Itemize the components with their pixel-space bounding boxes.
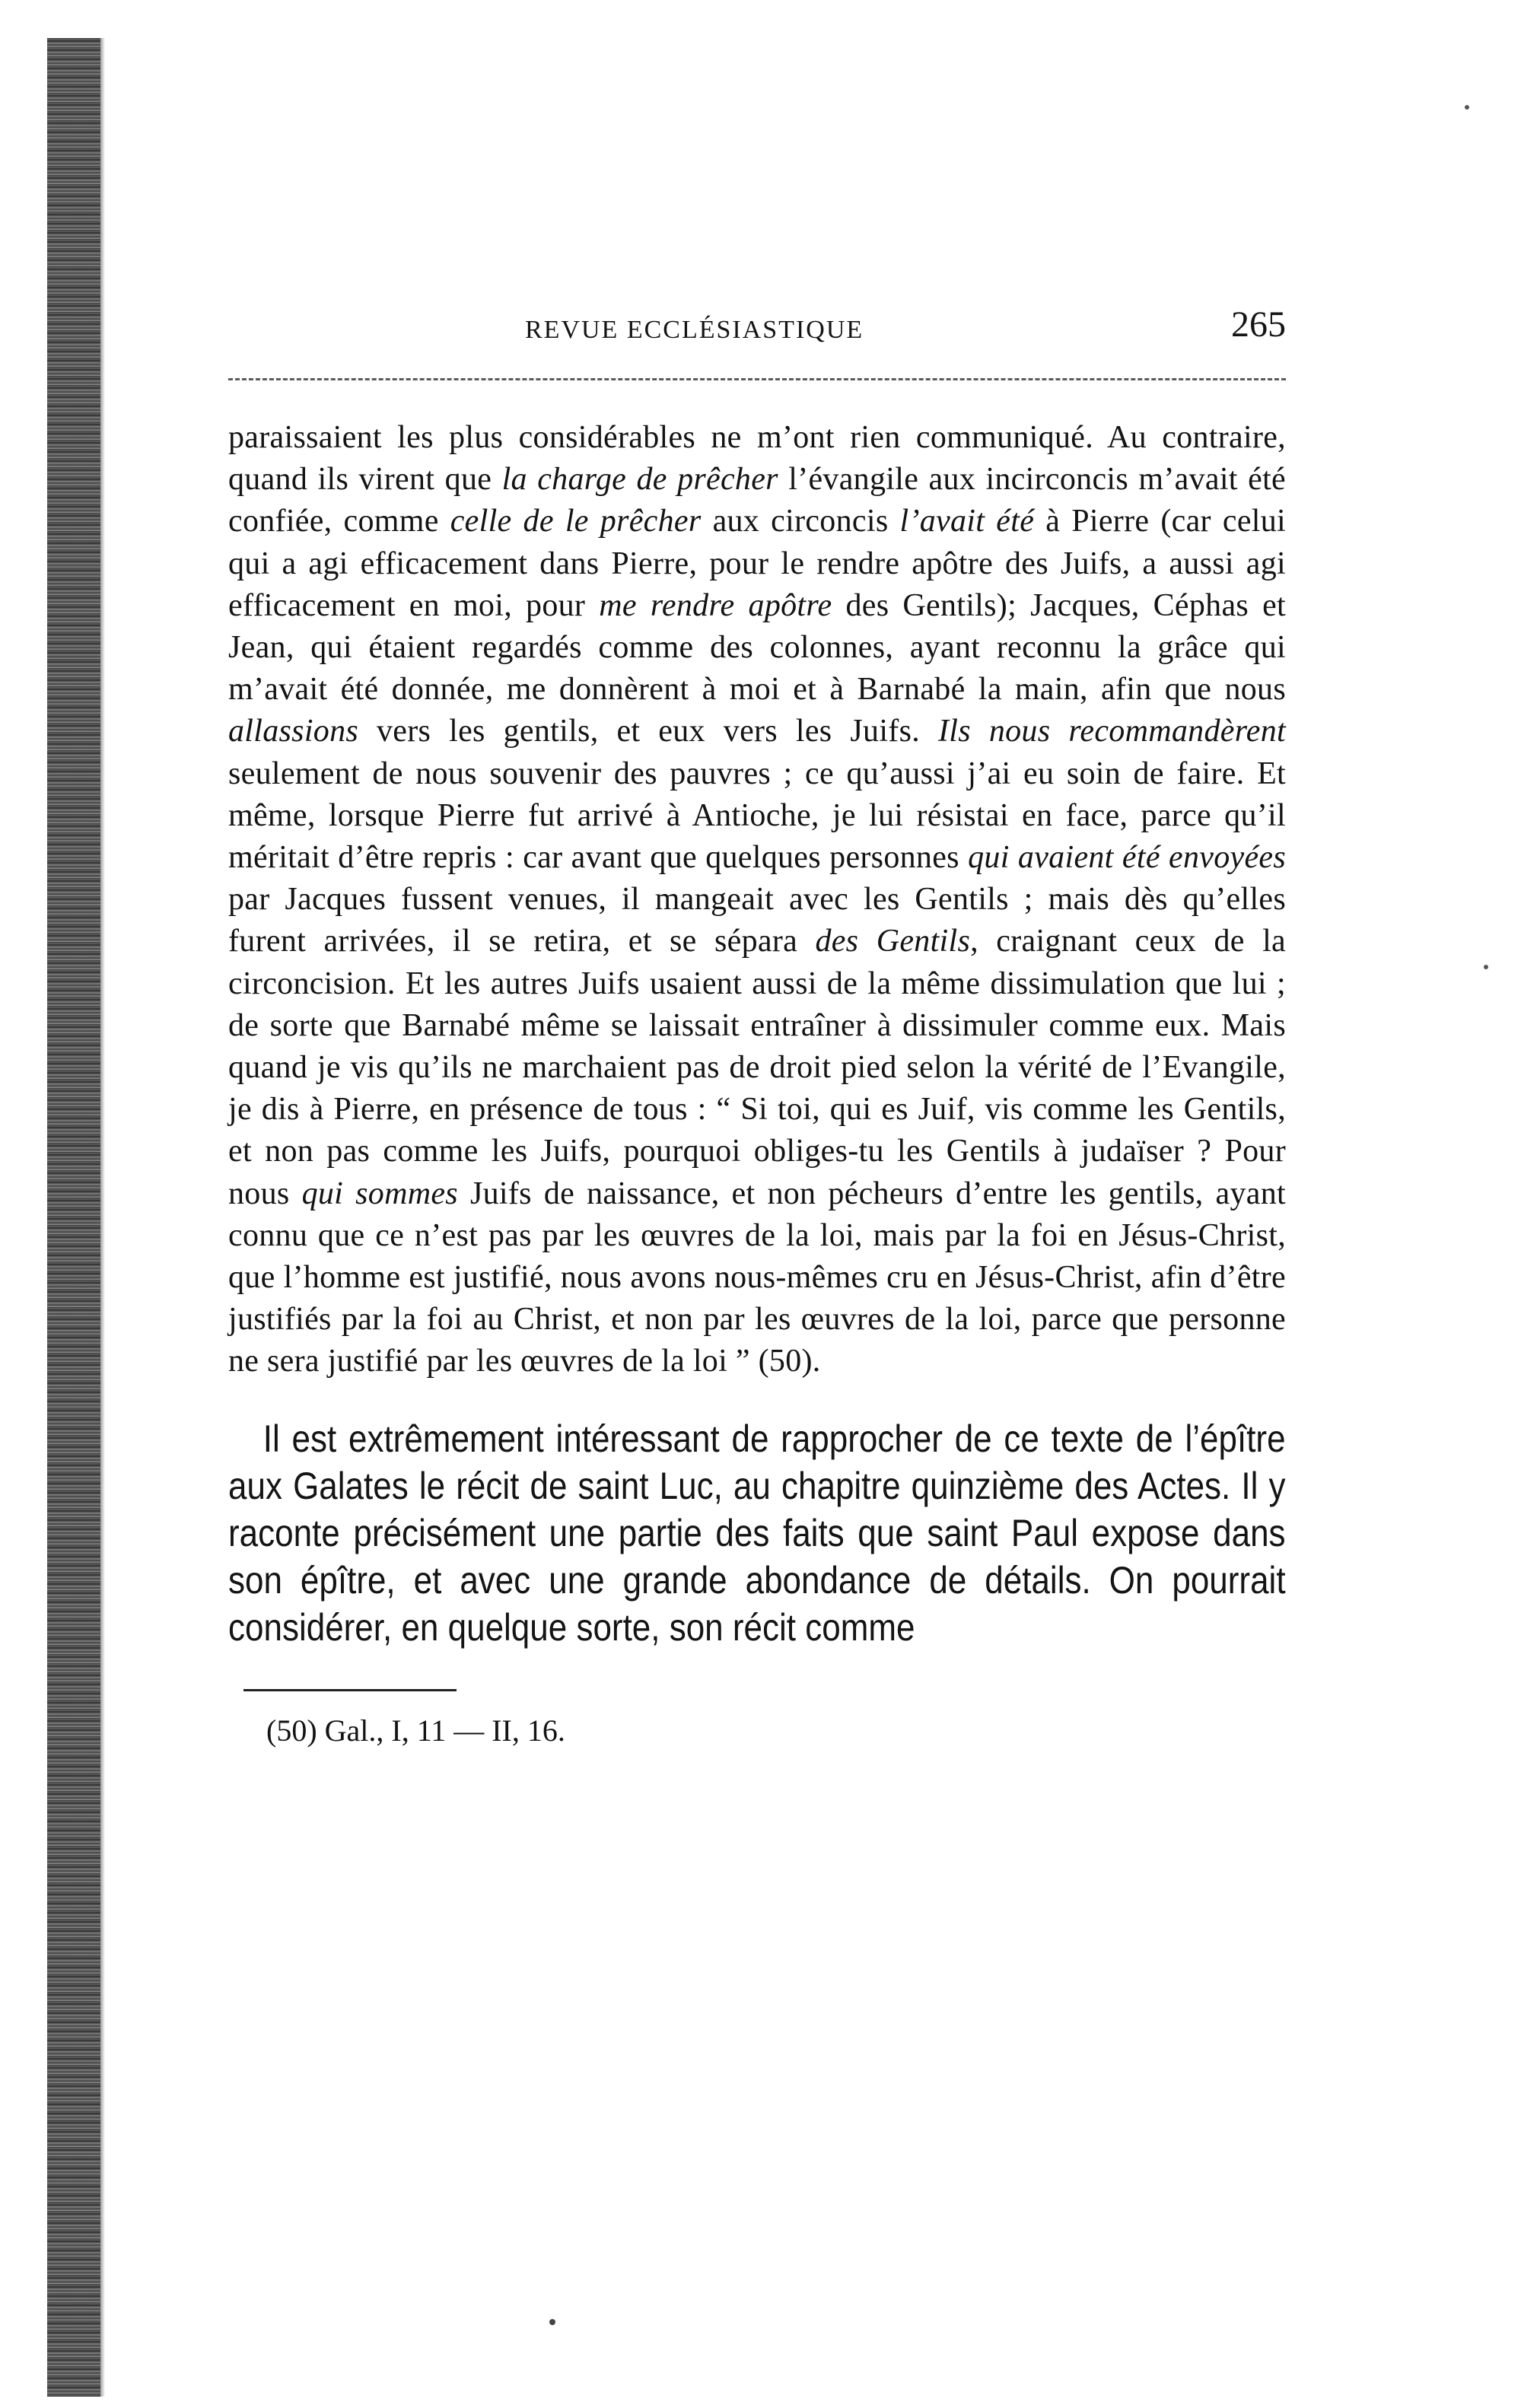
header-rule <box>228 378 1286 380</box>
page-number: 265 <box>1231 304 1286 345</box>
quote-italic: qui sommes <box>301 1175 458 1211</box>
quote-italic: me rendre apôtre <box>599 587 832 623</box>
quote-text: Juifs de naissance, et non pécheurs d’entre les gentils, ayant connu que ce n’est pas par les œuvres de la loi, mais par la foi en Jésus-Christ, que l’homme est justifié, nous avons nous-mêmes cru en Jésus-Christ, afin d’être justifiés par la foi au Christ, et non par les œuvres de la loi, parce que personne ne sera justifié par les œuvres de la loi ” (50). <box>228 1175 1286 1379</box>
print-speck <box>1465 105 1469 110</box>
book-spine-edge <box>47 38 100 2397</box>
running-title: REVUE ECCLÉSIASTIQUE <box>525 316 864 344</box>
quote-text: des Gentils); Jacques, Céphas et Jean, qui étaient regardés comme des colonnes, ayant reconnu la grâce qui m’avait été donnée, me donnèrent à moi et à Barnabé la main, afin que nous <box>228 587 1286 708</box>
quote-italic: la charge de prêcher <box>501 462 778 498</box>
footnote-rule <box>243 1689 457 1691</box>
quoted-passage <box>228 417 1286 1383</box>
quote-text: par Jacques fussent venues, il mangeait avec les Gentils ; mais dès qu’elles furent arrivées, il se retira, et se sépara <box>228 882 1286 959</box>
print-speck <box>549 2319 555 2325</box>
body-paragraph: Il est extrêmement intéressant de rapprocher de ce texte de l’épître aux Galates le récit de saint Luc, au chapitre quinzième des Actes. Il y raconte précisément une partie des faits que saint Paul expose dans son épître, et avec une grande abondance de détails. On pourrait considérer, en quelque sorte, son récit comme <box>228 1417 1286 1649</box>
quote-text: vers les gentils, et eux vers les Juifs. <box>358 714 938 749</box>
quote-italic: qui avaient été envoyées <box>968 840 1286 876</box>
quote-italic: des Gentils <box>815 924 971 959</box>
quote-italic: celle de le prêcher <box>450 504 702 539</box>
quote-text: paraissaient les plus considérables ne m’ont rien communiqué. Au contraire, quand ils virent que <box>228 420 1286 498</box>
quote-text: seulement de nous souvenir des pauvres ; ce qu’aussi j’ai eu soin de faire. Et même, lorsque Pierre fut arrivé à Antioche, je lui résistai en face, parce qu’il méritait d’être repris : car avant que quelques personnes <box>228 756 1286 876</box>
quote-italic: Ils nous recommandèrent <box>937 714 1286 749</box>
print-speck <box>1484 965 1488 969</box>
quote-text: à Pierre (car celui qui a agi efficacement dans Pierre, pour le rendre apôtre des Juifs, a aussi agi efficacement en moi, pour <box>228 504 1286 623</box>
quote-italic: allassions <box>228 714 359 749</box>
quote-text: aux circoncis <box>701 504 900 539</box>
quote-text: , craignant ceux de la circoncision. Et les autres Juifs usaient aussi de la même dissimulation que lui ; de sorte que Barnabé même se laissait entraîner à dissimuler comme eux. Mais quand je vis qu’ils ne marchaient pas de droit pied selon la vérité de l’Evangile, je dis à Pierre, en présence de tous : “ Si toi, qui es Juif, vis comme les Gentils, et non pas comme les Juifs, pourquoi obliges-tu les Gentils à judaïser ? Pour nous <box>228 924 1286 1211</box>
quote-italic: l’avait été <box>899 504 1035 539</box>
quote-text: l’évangile aux incirconcis m’avait été confiée, comme <box>228 462 1286 539</box>
page-body <box>228 301 1286 1748</box>
footnote: (50) Gal., I, 11 — II, 16. <box>266 1713 565 1748</box>
page-header <box>228 301 1286 355</box>
